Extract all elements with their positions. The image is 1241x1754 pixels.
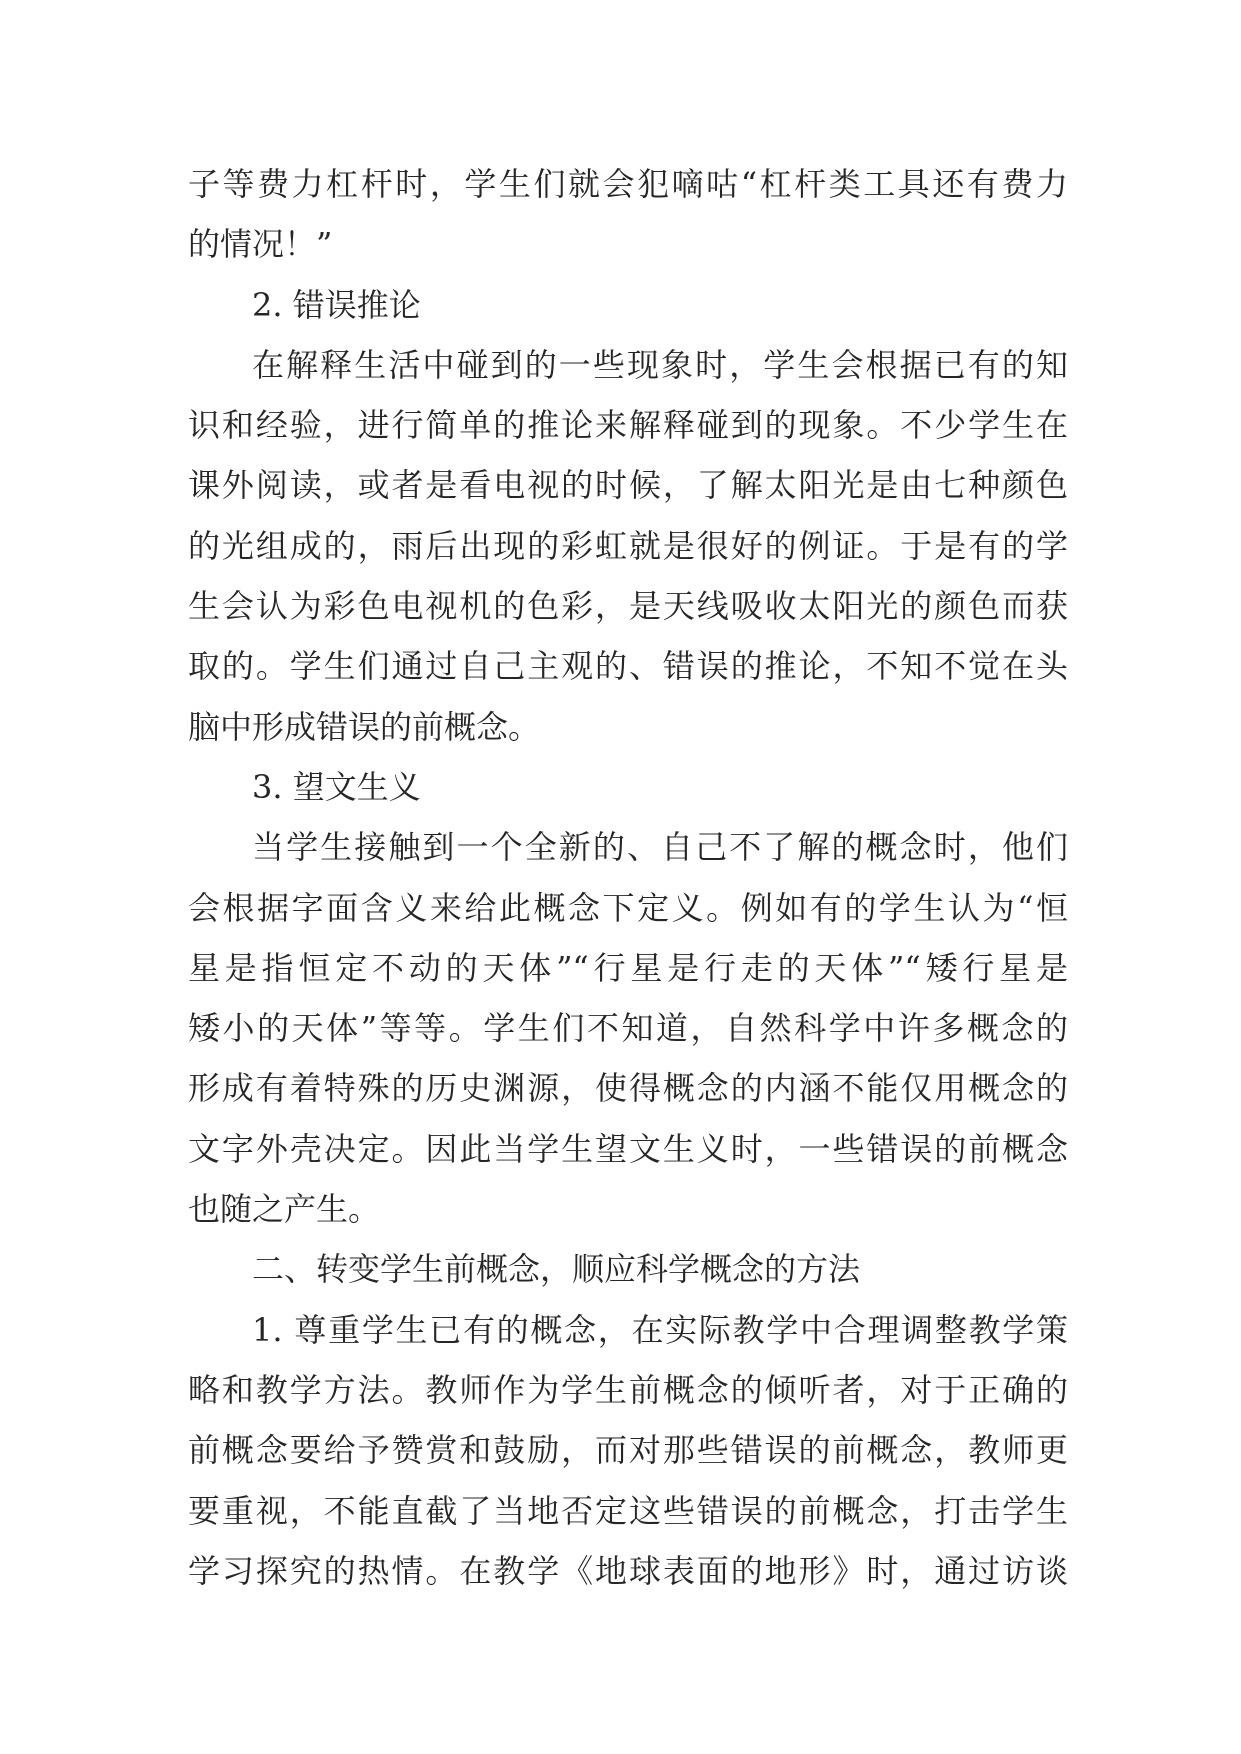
- paragraph-first-line: 1. 尊重学生已有的概念，在实际教学中合理调整教学策: [252, 1310, 1068, 1349]
- text-line: 生会认为彩色电视机的色彩，是天线吸收太阳光的颜色而获: [188, 587, 1068, 626]
- section-heading: 二、转变学生前概念，顺应科学概念的方法: [252, 1250, 861, 1289]
- text-line: 课外阅读，或者是看电视的时候，了解太阳光是由七种颜色: [188, 466, 1068, 505]
- text-line: 要重视，不能直截了当地否定这些错误的前概念，打击学生: [188, 1491, 1068, 1530]
- section-heading: 2. 错误推论: [252, 285, 421, 324]
- text-line: 学习探究的热情。在教学《地球表面的地形》时，通过访谈: [188, 1551, 1068, 1590]
- text-line: 取的。学生们通过自己主观的、错误的推论，不知不觉在头: [188, 647, 1068, 686]
- text-line: 星是指恒定不动的天体”“行星是行走的天体”“矮行星是: [188, 948, 1068, 987]
- text-line: 矮小的天体”等等。学生们不知道，自然科学中许多概念的: [188, 1009, 1068, 1048]
- text-line: 前概念要给予赞赏和鼓励，而对那些错误的前概念，教师更: [188, 1431, 1068, 1470]
- document-body: [188, 154, 1068, 1601]
- text-line: 文字外壳决定。因此当学生望文生义时，一些错误的前概念: [188, 1129, 1068, 1168]
- paragraph-first-line: 在解释生活中碰到的一些现象时，学生会根据已有的知: [252, 345, 1068, 384]
- text-line: 也随之产生。: [188, 1190, 381, 1229]
- text-line: 子等费力杠杆时，学生们就会犯嘀咕“杠杆类工具还有费力: [188, 165, 1068, 203]
- paragraph-first-line: 当学生接触到一个全新的、自己不了解的概念时，他们: [252, 828, 1068, 867]
- text-line: 的情况！”: [188, 225, 333, 264]
- text-line: 脑中形成错误的前概念。: [188, 707, 541, 746]
- section-heading: 3. 望文生义: [252, 767, 421, 806]
- text-line: 的光组成的，雨后出现的彩虹就是很好的例证。于是有的学: [188, 526, 1068, 565]
- text-line: 识和经验，进行简单的推论来解释碰到的现象。不少学生在: [188, 406, 1068, 445]
- text-line: 会根据字面含义来给此概念下定义。例如有的学生认为“恒: [188, 888, 1068, 927]
- text-line: 形成有着特殊的历史渊源，使得概念的内涵不能仅用概念的: [188, 1069, 1068, 1108]
- text-line: 略和教学方法。教师作为学生前概念的倾听者，对于正确的: [188, 1370, 1068, 1409]
